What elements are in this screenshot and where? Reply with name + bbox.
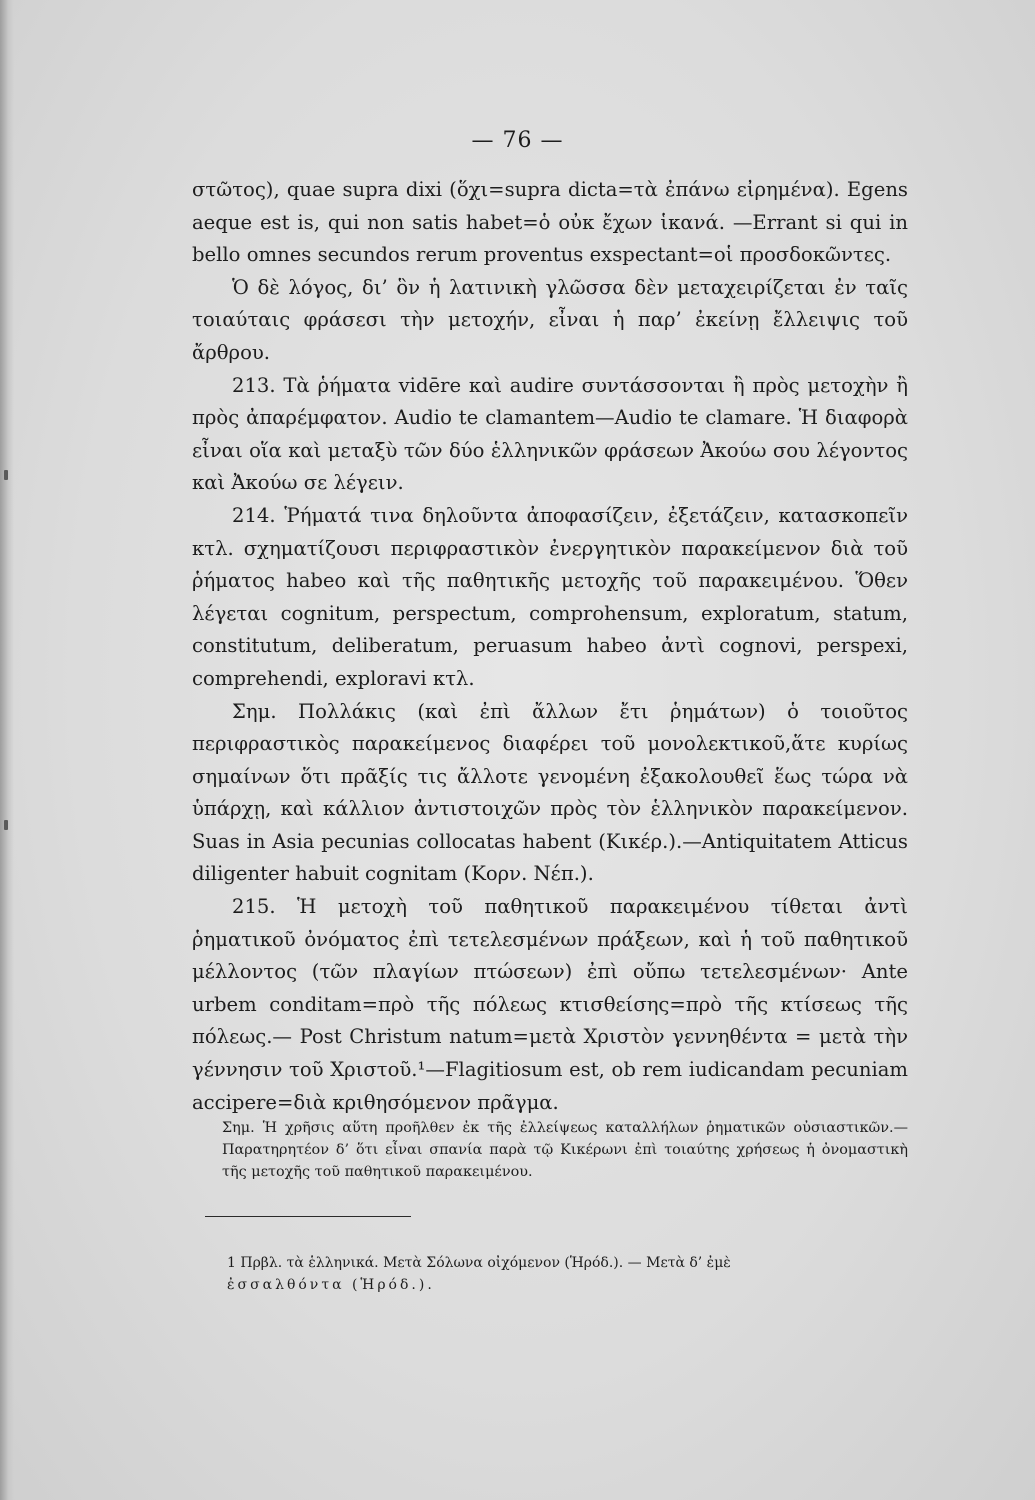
- paragraph-213: 213. Τὰ ῥήματα vidēre καὶ audire συντάσσονται ἢ πρὸς μετοχὴν ἢ πρὸς ἀπαρέμφατον. Audio te clamantem—Audio te clamare. Ἡ διαφορὰ εἶναι οἵα καὶ μεταξὺ τῶν δύο ἑλληνικῶν φράσεων Ἀκούω σου λέγοντος καὶ Ἀκούω σε λέγειν.: [192, 373, 908, 495]
- page-number: — 76 —: [471, 128, 564, 153]
- binding-mark: [4, 820, 8, 830]
- main-text: [192, 174, 908, 1119]
- footnote-line-2: ἐσσαλθόντα (Ἡρόδ.).: [227, 1277, 435, 1293]
- footnote-line-1: 1 Πρβλ. τὰ ἑλληνικά. Μετὰ Σόλωνα οἰχόμενον (Ἡρόδ.). — Μετὰ δ’ ἐμὲ: [227, 1255, 731, 1271]
- paragraph-215: 215. Ἡ μετοχὴ τοῦ παθητικοῦ παρακειμένου τίθεται ἀντὶ ῥηματικοῦ ὀνόματος ἐπὶ τετελεσμένων πράξεων, καὶ ἡ τοῦ παθητικοῦ μέλλοντος (τῶν πλαγίων πτώσεων) ἐπὶ οὔπω τετελεσμένων· Ante urbem conditam=πρὸ τῆς πόλεως κτισθείσης=πρὸ τῆς κτίσεως τῆς πόλεως.— Post Christum natum=μετὰ Χριστὸν γεννηθέντα = μετὰ τὴν γέννησιν τοῦ Χριστοῦ.¹—Flagitiosum est, ob rem iudicandam pecuniam accipere=διὰ κριθησόμενον πρᾶγμα.: [192, 895, 908, 1114]
- paragraph-continuation: στῶτος), quae supra dixi (ὅχι=supra dicta=τὰ ἐπάνω εἰρημένα). Egens aeque est is, qui non satis habet=ὁ οὐκ ἔχων ἱκανά. —Errant si qui in bello omnes secundos rerum proventus exspectant=οἱ προσδοκῶντες.: [192, 178, 908, 267]
- binding-mark: [4, 470, 8, 480]
- footnote-divider: [205, 1216, 411, 1217]
- footnote: [227, 1252, 908, 1296]
- paragraph-214-note: Σημ. Πολλάκις (καὶ ἐπὶ ἄλλων ἔτι ῥημάτων) ὁ τοιοῦτος περιφραστικὸς παρακείμενος διαφέρει τοῦ μονολεκτικοῦ,ἅτε κυρίως σημαίνων ὅτι πρᾶξίς τις ἄλλοτε γενομένη ἐξακολουθεῖ ἕως τώρα νὰ ὑπάρχῃ, καὶ κάλλιον ἀντιστοιχῶν πρὸς τὸν ἑλληνικὸν παρακείμενον. Suas in Asia pecunias collocatas habent (Κικέρ.).—Antiquitatem Atticus diligenter habuit cognitam (Κορν. Νέπ.).: [192, 699, 908, 886]
- paragraph-article-note: Ὁ δὲ λόγος, δι’ ὃν ἡ λατινικὴ γλῶσσα δὲν μεταχειρίζεται ἐν ταῖς τοιαύταις φράσεσι τὴν μετοχήν, εἶναι ἡ παρ’ ἐκείνῃ ἔλλειψις τοῦ ἄρθρου.: [192, 275, 908, 364]
- paragraph-214: 214. Ῥήματά τινα δηλοῦντα ἀποφασίζειν, ἐξετάζειν, κατασκοπεῖν κτλ. σχηματίζουσι περιφραστικὸν ἐνεργητικὸν παρακείμενον διὰ τοῦ ῥήματος habeo καὶ τῆς παθητικῆς μετοχῆς τοῦ παρακειμένου. Ὅθεν λέγεται cognitum, perspectum, comprohensum, exploratum, statum, constitutum, deliberatum, peruasum habeo ἀντὶ cognovi, perspexi, comprehendi, exploravi κτλ.: [192, 503, 908, 690]
- section-note: Σημ. Ἡ χρῆσις αὕτη προῆλθεν ἐκ τῆς ἐλλείψεως καταλλήλων ῥηματικῶν οὐσιαστικῶν.—Παρατηρητέον δ’ ὅτι εἶναι σπανία παρὰ τῷ Κικέρωνι ἐπὶ τοιαύτης χρήσεως ἡ ὀνομαστικὴ τῆς μετοχῆς τοῦ παθητικοῦ παρακειμένου.: [222, 1120, 908, 1180]
- binding-edge: [0, 0, 14, 1500]
